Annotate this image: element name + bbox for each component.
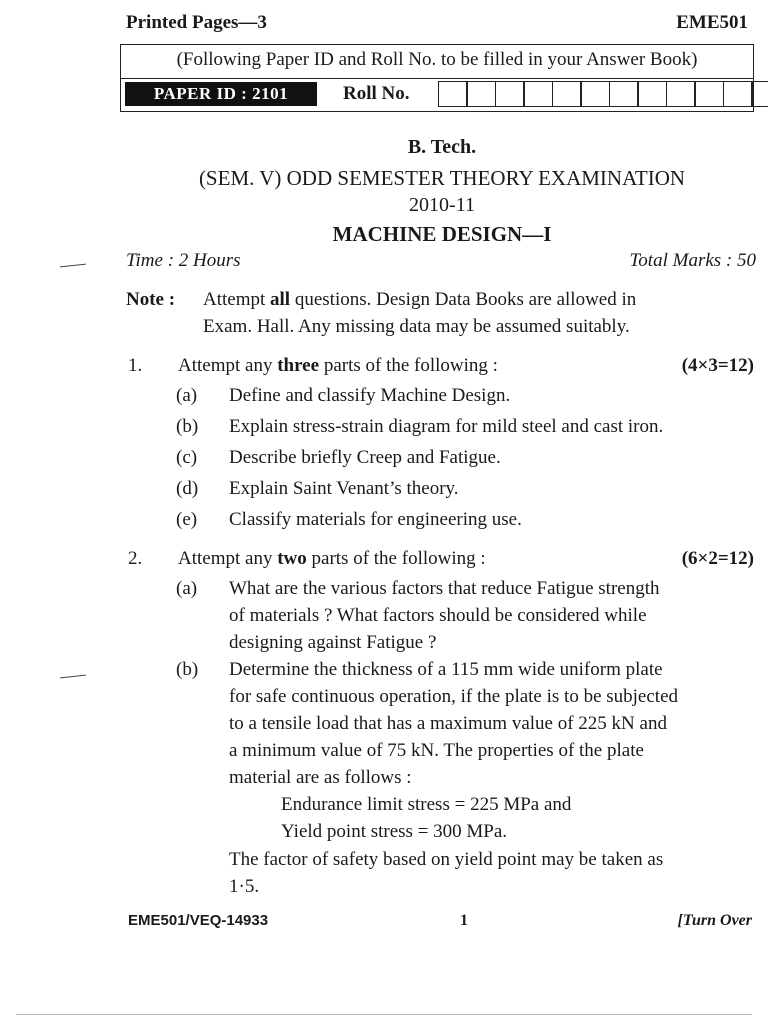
part-letter: (d) — [176, 478, 199, 499]
total-marks: Total Marks : 50 — [629, 250, 756, 271]
roll-number-cell — [580, 81, 610, 107]
part-text: Classify materials for engineering use. — [229, 509, 522, 530]
part-text-line: 1·5. — [229, 876, 260, 897]
exam-title: (SEM. V) ODD SEMESTER THEORY EXAMINATION — [198, 166, 686, 190]
part-text-line: a minimum value of 75 kN. The properties of the plate — [229, 740, 644, 761]
material-property: Endurance limit stress = 225 MPa and — [281, 794, 572, 815]
printed-pages: Printed Pages—3 — [126, 12, 267, 33]
paper-id-box — [120, 44, 754, 112]
part-letter: (a) — [176, 578, 198, 599]
exam-session: 2010-11 — [409, 194, 475, 216]
part-letter: (c) — [176, 447, 198, 468]
roll-number-cell — [666, 81, 696, 107]
roll-number-cell — [495, 81, 525, 107]
subject-title: MACHINE DESIGN—I — [332, 222, 552, 246]
roll-number-cell — [438, 81, 468, 107]
part-text-line: of materials ? What factors should be considered while — [229, 605, 647, 626]
part-text-line: The factor of safety based on yield point may be taken as — [229, 849, 664, 870]
roll-number-boxes — [439, 81, 768, 107]
part-text-line: Determine the thickness of a 115 mm wide uniform plate — [229, 659, 663, 680]
roll-number-cell — [609, 81, 639, 107]
part-text: Explain stress-strain diagram for mild steel and cast iron. — [229, 416, 664, 437]
margin-mark — [60, 264, 86, 268]
margin-mark — [60, 675, 86, 679]
roll-number-cell — [523, 81, 553, 107]
question-instruction: Attempt any two parts of the following : — [178, 548, 486, 569]
part-text-line: What are the various factors that reduce Fatigue strength — [229, 578, 660, 599]
question-number: 2. — [128, 548, 143, 569]
turn-over: [Turn Over — [677, 912, 752, 929]
roll-number-cell — [637, 81, 667, 107]
note-label: Note : — [126, 289, 176, 310]
part-letter: (e) — [176, 509, 198, 530]
exam-time: Time : 2 Hours — [126, 250, 241, 271]
part-text-line: for safe continuous operation, if the plate is to be subjected — [229, 686, 679, 707]
paper-id-badge: PAPER ID : 2101 — [125, 82, 317, 106]
question-number: 1. — [128, 355, 143, 376]
question-instruction: Attempt any three parts of the following : — [178, 355, 498, 376]
roll-number-cell — [751, 81, 768, 107]
footer-code: EME501/VEQ-14933 — [128, 912, 269, 929]
part-letter: (b) — [176, 659, 199, 680]
paper-code: EME501 — [676, 12, 748, 33]
note-line: Attempt all questions. Design Data Books are allowed in — [203, 289, 637, 310]
question-marks: (4×3=12) — [681, 355, 754, 376]
part-text-line: material are as follows : — [229, 767, 412, 788]
roll-number-label: Roll No. — [343, 83, 410, 104]
part-letter: (a) — [176, 385, 198, 406]
degree-title: B. Tech. — [407, 136, 477, 158]
roll-number-cell — [694, 81, 724, 107]
part-text: Explain Saint Venant’s theory. — [229, 478, 459, 499]
note-line: Exam. Hall. Any missing data may be assumed suitably. — [203, 316, 630, 337]
roll-number-cell — [552, 81, 582, 107]
page-number: 1 — [460, 912, 468, 929]
roll-number-cell — [466, 81, 496, 107]
id-box-divider — [121, 78, 753, 79]
part-text-line: designing against Fatigue ? — [229, 632, 437, 653]
part-text: Define and classify Machine Design. — [229, 385, 511, 406]
roll-number-cell — [723, 81, 753, 107]
question-marks: (6×2=12) — [681, 548, 754, 569]
part-text-line: to a tensile load that has a maximum value of 225 kN and — [229, 713, 667, 734]
part-text: Describe briefly Creep and Fatigue. — [229, 447, 501, 468]
id-instruction: (Following Paper ID and Roll No. to be filled in your Answer Book) — [176, 49, 698, 70]
material-property: Yield point stress = 300 MPa. — [281, 821, 508, 842]
part-letter: (b) — [176, 416, 199, 437]
page-bottom-rule — [16, 1014, 752, 1015]
